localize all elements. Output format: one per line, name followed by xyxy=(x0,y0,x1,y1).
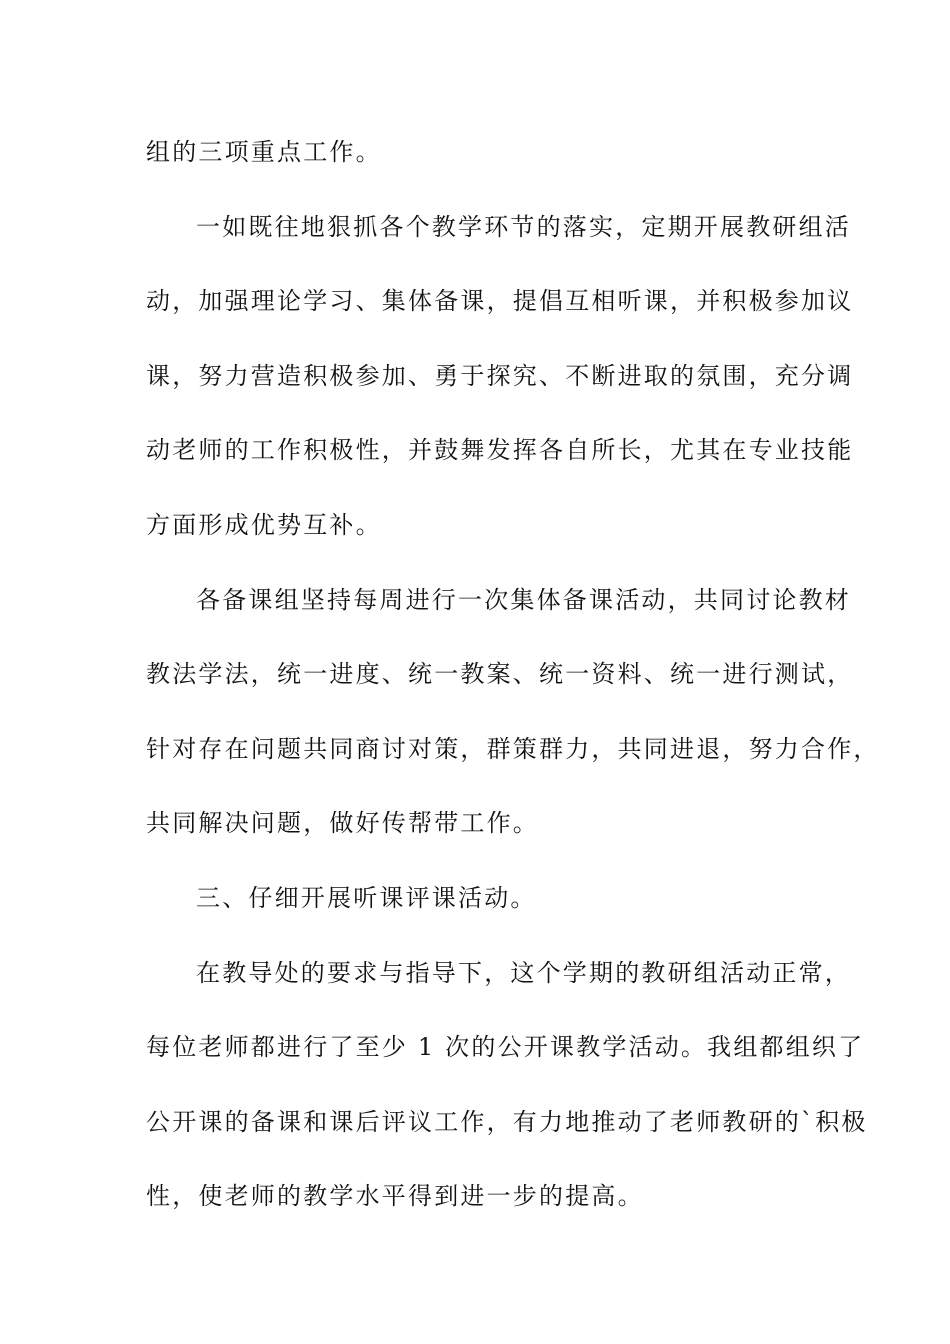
text-line-10: 共同解决问题，做好传帮带工作。 xyxy=(146,809,539,838)
text-line-8: 教法学法，统一进度、统一教案、统一资料、统一进行测试， xyxy=(146,660,854,689)
text-line-5: 动老师的工作积极性，并鼓舞发挥各自所长，尤其在专业技能 xyxy=(146,436,854,465)
text-line-15: 性，使老师的教学水平得到进一步的提高。 xyxy=(146,1182,644,1211)
text-line-4: 课，努力营造积极参加、勇于探究、不断进取的氛围，充分调 xyxy=(146,361,854,390)
section-heading: 三、仔细开展听课评课活动。 xyxy=(196,883,537,912)
text-line-3: 动，加强理论学习、集体备课，提倡互相听课，并积极参加议 xyxy=(146,287,854,316)
text-line-1: 组的三项重点工作。 xyxy=(146,138,382,166)
text-line-9: 针对存在问题共同商讨对策，群策群力，共同进退，努力合作， xyxy=(146,734,880,763)
text-line-13: 每位老师都进行了至少 1 次的公开课教学活动。我组都组织了 xyxy=(146,1033,865,1062)
text-line-6: 方面形成优势互补。 xyxy=(146,510,382,539)
text-line-2: 一如既往地狠抓各个教学环节的落实，定期开展教研组活 xyxy=(196,212,851,241)
text-line-14: 公开课的备课和课后评议工作，有力地推动了老师教研的`积极 xyxy=(146,1107,868,1136)
text-line-7: 各备课组坚持每周进行一次集体备课活动，共同讨论教材 xyxy=(196,585,851,614)
text-line-12: 在教导处的要求与指导下，这个学期的教研组活动正常， xyxy=(196,958,851,987)
document-body xyxy=(146,127,880,1246)
